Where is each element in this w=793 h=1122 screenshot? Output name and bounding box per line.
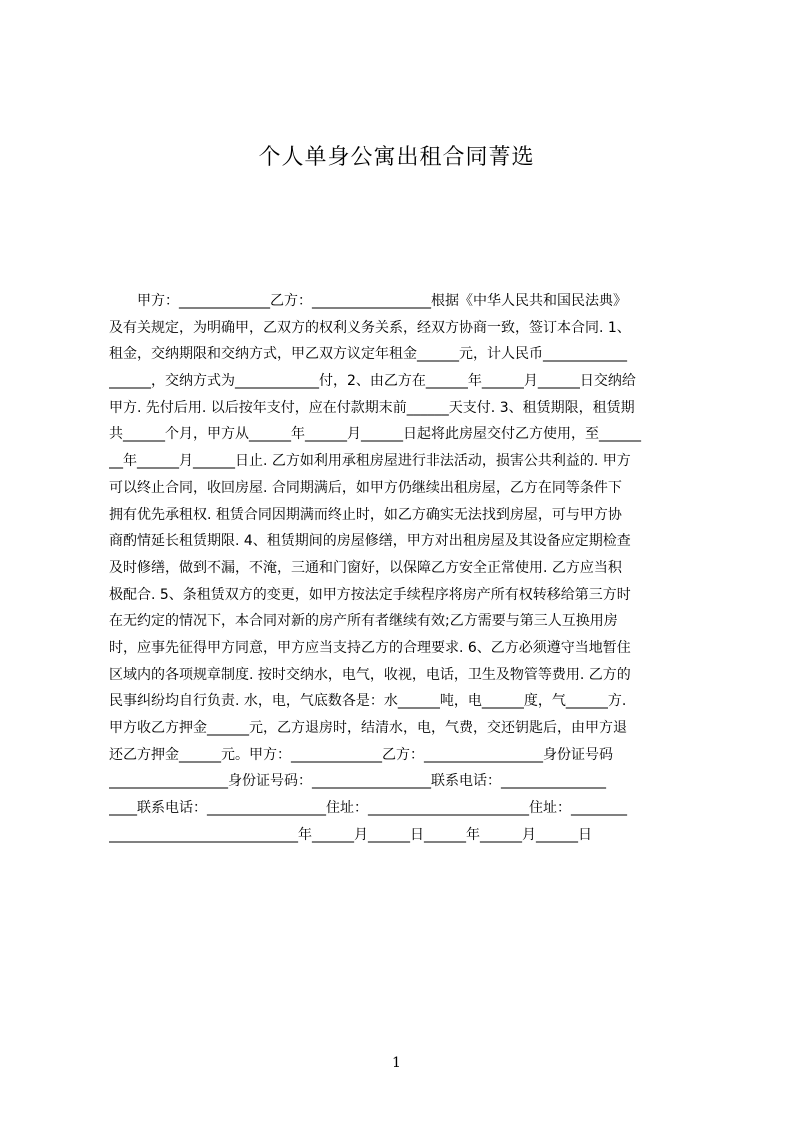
body-line-9: 拥有优先承租权. 租赁合同因期满而终止时，如乙方确实无法找到房屋，可与甲方协 [109, 506, 622, 523]
body-line-12: 极配合. 5、条租赁双方的变更，如甲方按法定手续程序将房产所有权转移给第三方时 [109, 586, 631, 603]
body-line-2: 及有关规定，为明确甲，乙双方的权利义务关系，经双方协商一致，签订本合同. 1、 [109, 319, 631, 336]
body-line-4: ______，交纳方式为____________付，2、由乙方在______年______月______日交纳给 [109, 373, 636, 390]
document-title: 个人单身公寓出租合同菁选 [258, 145, 535, 170]
body-line-5: 甲方. 先付后用. 以后按年支付，应在付款期末前______天支付. 3、租赁期限，租赁期 [109, 399, 635, 416]
body-line-15: 区域内的各项规章制度. 按时交纳水，电气，收视，电话，卫生及物管等费用. 乙方的 [109, 666, 631, 683]
body-line-1: 甲方：_____________乙方：_________________根据《中华人民共和国民法典》 [109, 293, 627, 309]
body-line-18: 还乙方押金______元。甲方：_____________乙方：_________________身份证号码 [109, 746, 613, 763]
body-line-13: 在无约定的情况下，本合同对新的房产所有者继续有效;乙方需要与第三人互换用房 [109, 613, 618, 630]
body-line-20: ____联系电话：_________________住址：_______________________住址：________ [109, 800, 627, 817]
body-line-11: 及时修缮，做到不漏，不淹，三通和门窗好，以保障乙方安全正常使用. 乙方应当积 [109, 559, 622, 576]
body-line-7: __年______月______日止. 乙方如利用承租房屋进行非法活动，损害公共利益的. 甲方 [109, 453, 631, 470]
body-line-10: 商酌情延长租赁期限. 4、租赁期间的房屋修缮，甲方对出租房屋及其设备应定期检查 [109, 533, 631, 550]
body-line-16: 民事纠纷均自行负责. 水，电，气底数各是：水______吨，电______度，气______方. [109, 693, 627, 710]
body-line-6: 共______个月，甲方从______年______月______日起将此房屋交付乙方使用，至______ [109, 426, 641, 443]
body-line-14: 时，应事先征得甲方同意，甲方应当支持乙方的合理要求. 6、乙方必须遵守当地暂住 [109, 639, 631, 656]
contract-body [109, 288, 699, 848]
page-number: 1 [392, 1055, 401, 1071]
body-line-8: 可以终止合同，收回房屋. 合同期满后，如甲方仍继续出租房屋，乙方在同等条件下 [109, 479, 622, 496]
body-line-17: 甲方收乙方押金______元，乙方退房时，结清水，电，气费，交还钥匙后，由甲方退 [109, 720, 627, 736]
body-line-3: 租金，交纳期限和交纳方式，甲乙双方议定年租金______元，计人民币____________ [109, 346, 627, 363]
body-line-21: ___________________________年______月______日______年______月______日 [109, 826, 592, 843]
body-line-19: _________________身份证号码：_________________联系电话：_______________ [109, 773, 606, 790]
